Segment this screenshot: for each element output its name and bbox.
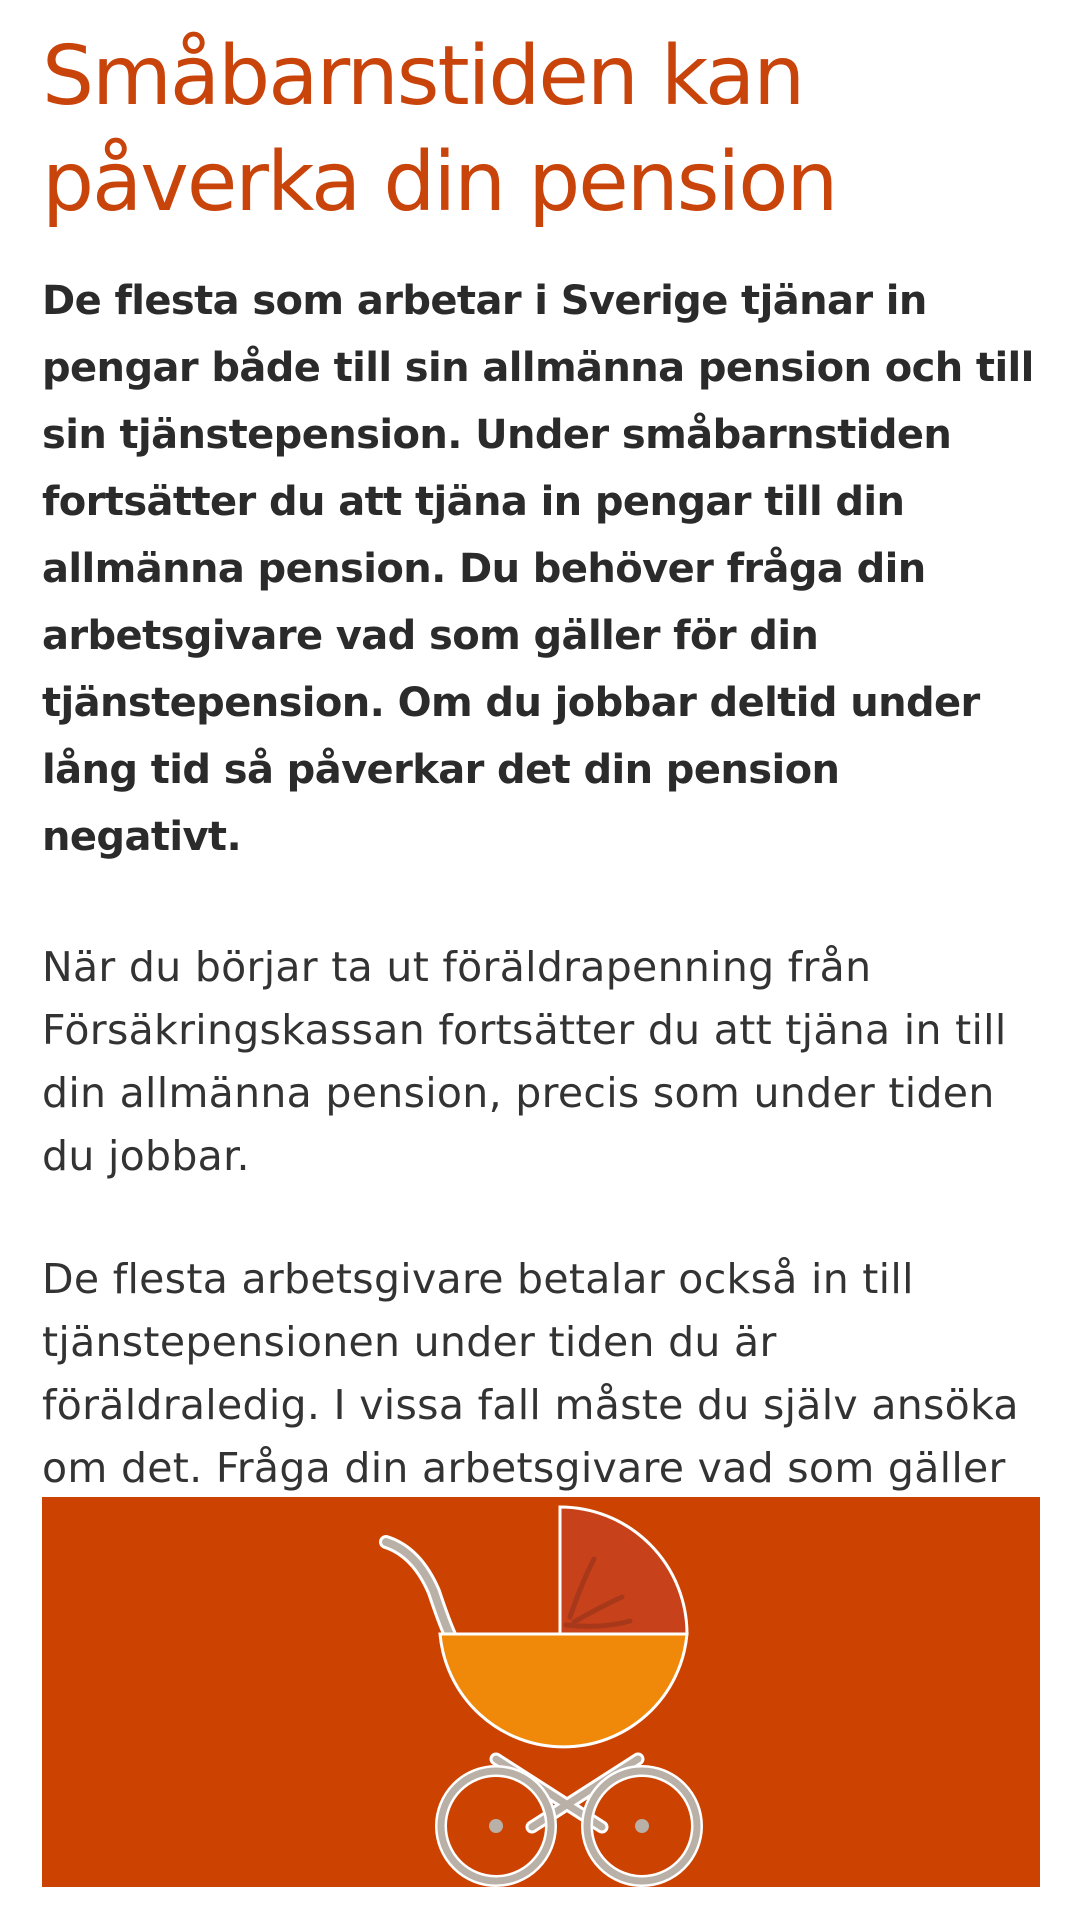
lead-paragraph: De flesta som arbetar i Sverige tjänar in pengar både till sin allmänna pension och till sin tjänstepension. Under småbarnstiden fortsätter du att tjäna in pengar till din allmänna pension. Du behöver fråga din arbetsgivare vad som gäller för din tjänstepension. Om du jobbar deltid under lång tid så påverkar det din pension negativt.	[42, 278, 1034, 860]
stroller-illustration	[42, 1497, 1040, 1887]
stroller-basket	[440, 1634, 687, 1747]
article-content	[42, 24, 1042, 1563]
page-title: Småbarnstiden kan påverka din pension	[42, 29, 837, 230]
body-paragraph-1: När du börjar ta ut föräldrapenning från Försäkringskassan fortsätter du att tjäna in till din allmänna pension, precis som under tiden du jobbar.	[42, 943, 1007, 1180]
body-paragraph-2: De flesta arbetsgivare betalar också in till tjänstepensionen under tiden du är föräldraledig. I vissa fall måste du själv ansöka om det. Fråga din arbetsgivare vad som gäller	[42, 1255, 1019, 1492]
baby-stroller-icon	[42, 1497, 1040, 1887]
stroller-hood	[560, 1507, 687, 1634]
